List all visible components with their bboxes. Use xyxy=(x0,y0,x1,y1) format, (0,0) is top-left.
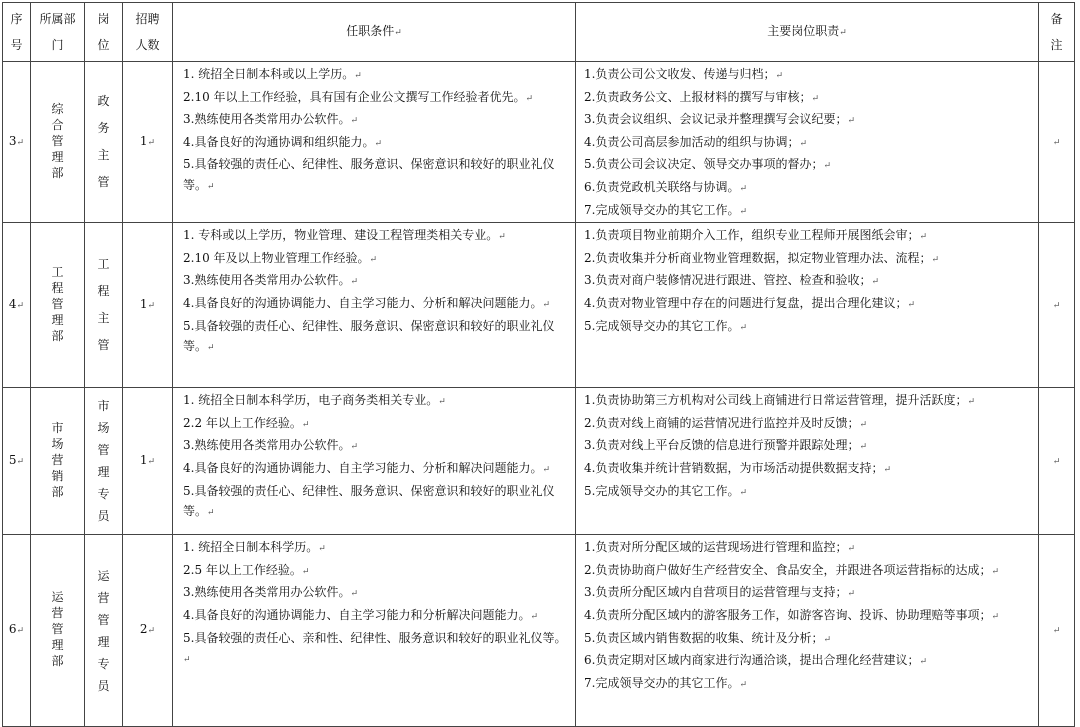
requirement-item: 1. 专科或以上学历，物业管理、建设工程管理类相关专业。↵ xyxy=(183,228,506,243)
duty-item: 4.负责公司高层参加活动的组织与协调；↵ xyxy=(584,134,807,149)
requirement-item: 3.熟练使用各类常用办公软件。↵ xyxy=(183,273,358,288)
row-index: 3 xyxy=(8,133,17,148)
dept-cell xyxy=(31,388,85,535)
requirements-cell xyxy=(173,388,576,535)
header-position: 岗位 xyxy=(85,3,123,62)
requirement-item: 5.具备较强的责任心、纪律性、服务意识、保密意识和较好的职业礼仪等。↵ xyxy=(183,157,555,192)
dept-name: 运营管理部 xyxy=(51,590,64,669)
duties-cell xyxy=(576,388,1039,535)
requirements-cell xyxy=(173,535,576,727)
requirement-item: 1. 统招全日制本科或以上学历。↵ xyxy=(183,67,362,81)
row-index: 4 xyxy=(8,296,17,311)
remarks-cell: ↵ xyxy=(1039,535,1075,727)
duty-item: 2.负责协助商户做好生产经营安全、食品安全，并跟进各项运营指标的达成；↵ xyxy=(584,562,999,577)
dept-name: 工程管理部 xyxy=(51,264,64,343)
duty-item: 5.负责区域内销售数据的收集、统计及分析；↵ xyxy=(584,630,831,645)
requirement-item: 4.具备良好的沟通协调能力、自主学习能力和分析解决问题能力。↵ xyxy=(183,607,538,622)
recruitment-table xyxy=(2,2,1075,727)
position-cell xyxy=(85,535,123,727)
remarks-cell: ↵ xyxy=(1039,388,1075,535)
requirement-item: 1. 统招全日制本科学历。↵ xyxy=(183,540,326,555)
requirement-item: 4.具备良好的沟通协调和组织能力。↵ xyxy=(183,134,382,149)
duties-cell xyxy=(576,62,1039,223)
requirement-item: 4.具备良好的沟通协调能力、自主学习能力、分析和解决问题能力。↵ xyxy=(183,295,550,310)
requirement-item: 2.2 年以上工作经验。↵ xyxy=(183,415,310,430)
headcount: 1 xyxy=(139,133,148,148)
dept-cell xyxy=(31,223,85,388)
header-dept: 所属部门 xyxy=(31,3,85,62)
duty-item: 1.负责项目物业前期介入工作，组织专业工程师开展图纸会审；↵ xyxy=(584,228,927,243)
requirement-item: 3.熟练使用各类常用办公软件。↵ xyxy=(183,585,358,600)
row-index-cell: 6↵ xyxy=(3,535,31,727)
requirement-item: 2.10 年以上工作经验，具有国有企业公文撰写工作经验者优先。↵ xyxy=(183,89,534,104)
duty-item: 3.负责会议组织、会议记录并整理撰写会议纪要；↵ xyxy=(584,112,855,127)
row-index-cell: 5↵ xyxy=(3,388,31,535)
duty-item: 7.完成领导交办的其它工作。↵ xyxy=(584,675,747,690)
count-cell: 2↵ xyxy=(123,535,173,727)
dept-name: 市场营销部 xyxy=(51,420,64,499)
dept-name: 综合管理部 xyxy=(51,101,64,180)
requirement-item: 5.具备较强的责任心、亲和性、纪律性、服务意识和较好的职业礼仪等。↵ xyxy=(183,630,567,666)
duty-item: 1.负责公司公文收发、传递与归档；↵ xyxy=(584,67,783,81)
duty-item: 5.完成领导交办的其它工作。↵ xyxy=(584,483,747,498)
requirement-item: 3.熟练使用各类常用办公软件。↵ xyxy=(183,438,358,453)
requirement-item: 3.熟练使用各类常用办公软件。↵ xyxy=(183,112,358,127)
position-name: 工程主管 xyxy=(97,257,110,353)
header-index: 序号 xyxy=(3,3,31,62)
duty-item: 4.负责对物业管理中存在的问题进行复盘，提出合理化建议；↵ xyxy=(584,295,915,310)
duty-item: 4.负责所分配区域内的游客服务工作，如游客咨询、投诉、协助理赔等事项；↵ xyxy=(584,607,999,622)
remarks-cell: ↵ xyxy=(1039,62,1075,223)
requirement-item: 2.5 年以上工作经验。↵ xyxy=(183,562,310,577)
header-count: 招聘人数 xyxy=(123,3,173,62)
row-index: 5 xyxy=(8,452,17,467)
position-name: 政务主管 xyxy=(97,94,110,190)
requirement-item: 5.具备较强的责任心、纪律性、服务意识、保密意识和较好的职业礼仪等。↵ xyxy=(183,483,555,519)
headcount: 2 xyxy=(139,622,148,637)
count-cell: 1↵ xyxy=(123,62,173,223)
dept-cell xyxy=(31,535,85,727)
header-duties: 主要岗位职责↵ xyxy=(576,3,1039,62)
position-name: 运营管理专员 xyxy=(97,568,110,693)
header-requirements: 任职条件↵ xyxy=(173,3,576,62)
row-index-cell: 4↵ xyxy=(3,223,31,388)
position-name: 市场管理专员 xyxy=(97,399,110,524)
table-row xyxy=(3,223,1075,388)
duty-item: 4.负责收集并统计营销数据，为市场活动提供数据支持；↵ xyxy=(584,460,891,475)
headcount: 1 xyxy=(139,452,148,467)
duty-item: 3.负责对线上平台反馈的信息进行预警并跟踪处理；↵ xyxy=(584,438,867,453)
count-cell: 1↵ xyxy=(123,223,173,388)
position-cell xyxy=(85,223,123,388)
row-index-cell: 3↵ xyxy=(3,62,31,223)
requirements-cell xyxy=(173,223,576,388)
requirements-cell xyxy=(173,62,576,223)
duty-item: 1.负责协助第三方机构对公司线上商铺进行日常运营管理，提升活跃度；↵ xyxy=(584,393,975,408)
duty-item: 6.负责党政机关联络与协调。↵ xyxy=(584,179,747,194)
requirement-item: 2.10 年及以上物业管理工作经验。↵ xyxy=(183,250,378,265)
duty-item: 2.负责政务公文、上报材料的撰写与审核；↵ xyxy=(584,89,819,104)
remarks-cell: ↵ xyxy=(1039,223,1075,388)
duty-item: 2.负责对线上商铺的运营情况进行监控并及时反馈；↵ xyxy=(584,415,867,430)
header-remarks: 备注 xyxy=(1039,3,1075,62)
duty-item: 6.负责定期对区域内商家进行沟通洽谈，提出合理化经营建议；↵ xyxy=(584,653,927,668)
table-row xyxy=(3,62,1075,223)
duty-item: 7.完成领导交办的其它工作。↵ xyxy=(584,202,747,217)
table-row xyxy=(3,535,1075,727)
table-row xyxy=(3,388,1075,535)
duty-item: 2.负责收集并分析商业物业管理数据，拟定物业管理办法、流程；↵ xyxy=(584,250,939,265)
row-index: 6 xyxy=(8,622,17,637)
duties-cell xyxy=(576,535,1039,727)
duty-item: 3.负责所分配区域内自营项目的运营管理与支持；↵ xyxy=(584,585,855,600)
position-cell xyxy=(85,388,123,535)
requirement-item: 1. 统招全日制本科学历，电子商务类相关专业。↵ xyxy=(183,393,446,408)
position-cell xyxy=(85,62,123,223)
dept-cell xyxy=(31,62,85,223)
duty-item: 1.负责对所分配区域的运营现场进行管理和监控；↵ xyxy=(584,540,855,555)
count-cell: 1↵ xyxy=(123,388,173,535)
duties-cell xyxy=(576,223,1039,388)
headcount: 1 xyxy=(139,296,148,311)
header-row xyxy=(3,3,1075,62)
requirement-item: 5.具备较强的责任心、纪律性、服务意识、保密意识和较好的职业礼仪等。↵ xyxy=(183,318,555,354)
requirement-item: 4.具备良好的沟通协调能力、自主学习能力、分析和解决问题能力。↵ xyxy=(183,460,550,475)
duty-item: 5.负责公司会议决定、领导交办事项的督办；↵ xyxy=(584,157,831,172)
duty-item: 5.完成领导交办的其它工作。↵ xyxy=(584,318,747,333)
duty-item: 3.负责对商户装修情况进行跟进、管控、检查和验收；↵ xyxy=(584,273,879,288)
